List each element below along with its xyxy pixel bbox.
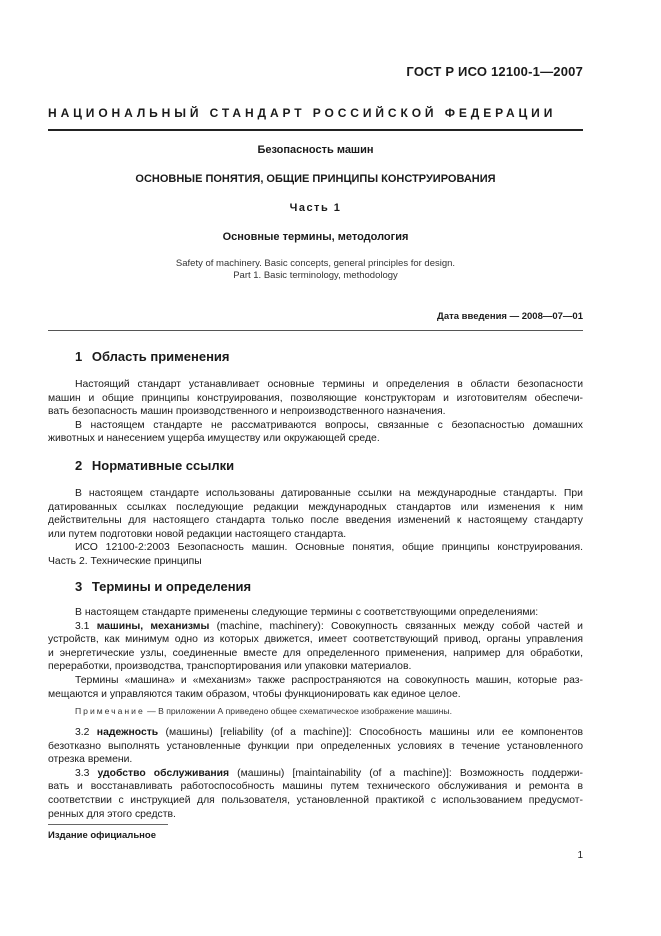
national-standard-banner: НАЦИОНАЛЬНЫЙ СТАНДАРТ РОССИЙСКОЙ ФЕДЕРАЦИИ	[48, 106, 557, 120]
section-1-body	[48, 378, 583, 446]
section-2-body	[48, 487, 583, 569]
date-rule	[48, 330, 583, 331]
term-number: 3.2	[75, 727, 90, 738]
section-3-terms	[48, 726, 583, 821]
term-definition: (машины) [reliability (of a machine)]: Способность машины или ее компонентов	[158, 727, 583, 738]
text-line: В настоящем стандарте использованы датированные ссылки на международные стандарты. При	[75, 488, 583, 499]
text-line: В настоящем стандарте применены следующие термины с соответствующими определениями:	[75, 607, 539, 618]
english-line-2: Part 1. Basic terminology, methodology	[233, 270, 398, 281]
text-line: отрезка времени.	[48, 754, 133, 766]
text-line: и энергетические узлы, соединенные вместе для определенного применения, например для обработки,	[48, 647, 583, 659]
term-name: машины, механизмы	[96, 620, 210, 632]
section-1-number: 1	[75, 349, 83, 364]
title-english	[48, 258, 583, 282]
text-line: ренных для этого средств.	[48, 808, 176, 820]
document-code: ГОСТ Р ИСО 12100-1—2007	[406, 64, 583, 79]
section-2-number: 2	[75, 458, 83, 473]
section-3-number: 3	[75, 579, 83, 594]
title-main: ОСНОВНЫЕ ПОНЯТИЯ, ОБЩИЕ ПРИНЦИПЫ КОНСТРУИРОВАНИЯ	[135, 173, 496, 185]
text-line: действительны для настоящего стандарта только после введения изменений к настоящему стандарту	[48, 515, 583, 527]
text-line: безотказно выполнять установленные функции при определенных условиях в течение установленного	[48, 740, 583, 752]
section-2-title: Нормативные ссылки	[91, 458, 235, 473]
term-name: удобство обслуживания	[97, 767, 230, 779]
section-1-title: Область применения	[91, 349, 230, 364]
title-safety: Безопасность машин	[257, 144, 374, 156]
text-line: Часть 2. Технические принципы	[48, 555, 202, 567]
text-line: Термины «машина» и «механизм» также распространяются на совокупность машин, которые раз-	[75, 674, 583, 686]
title-subtitle: Основные термины, методология	[222, 231, 409, 243]
term-3-1-line	[48, 620, 583, 634]
text-line: мещаются и управляются таким образом, чтобы функционировать как единое целое.	[48, 688, 461, 700]
text-line: Настоящий стандарт устанавливает основные термины и определения в области безопасности	[75, 379, 583, 390]
text-line: машин и общие принципы конструирования, позволяющие конструкторам и изготовителям обеспечи-	[48, 392, 583, 404]
text-line: устройств, как минимум одно из которых движется, имеет соответствующий привод, органы управления	[48, 634, 583, 646]
section-3-heading	[75, 579, 251, 594]
term-3-2-line	[48, 726, 583, 740]
text-line: В настоящем стандарте не рассматриваются вопросы, связанные с безопасностью домашних	[75, 419, 583, 431]
text-line: вать и восстанавливать работоспособность машины путем технического обслуживания и ремонта в	[48, 781, 583, 793]
term-definition: (machine, machinery): Совокупность связанных между собой частей и	[209, 620, 583, 632]
note	[75, 706, 452, 716]
text-line: датированных ссылках последующие редакции международных стандартов или изменения к ним	[48, 501, 583, 513]
note-label: Примечание	[75, 706, 145, 716]
term-number: 3.1	[75, 620, 90, 632]
footer-rule	[48, 824, 168, 825]
term-name: надежность	[96, 727, 159, 738]
section-1-heading	[75, 349, 230, 364]
introduction-date: Дата введения — 2008—07—01	[437, 311, 583, 322]
title-part: Часть 1	[289, 202, 342, 214]
header-rule	[48, 129, 583, 131]
section-3-body	[48, 606, 583, 701]
english-line-1: Safety of machinery. Basic concepts, general principles for design.	[175, 258, 456, 269]
term-number: 3.3	[75, 767, 90, 779]
text-line: вать безопасность машин производственного и непроизводственного назначения.	[48, 406, 446, 418]
text-line: переработки, производства, транспортирования или упаковки материалов.	[48, 661, 412, 673]
term-3-3-line	[48, 767, 583, 781]
text-line: животных и нанесением ущерба имуществу или окружающей среде.	[48, 433, 380, 445]
page-number: 1	[577, 850, 583, 861]
text-line: соответствии с инструкцией для пользователя, установленной практикой с использованием предусмот-	[48, 794, 583, 806]
official-edition-label: Издание официальное	[48, 830, 156, 841]
section-2-heading	[75, 458, 234, 473]
term-definition: (машины) [maintainability (of a machine)]: Возможность поддержи-	[229, 767, 584, 779]
note-text: — В приложении А приведено общее схематическое изображение машины.	[144, 706, 452, 716]
text-line: ИСО 12100-2:2003 Безопасность машин. Основные понятия, общие принципы конструирования.	[75, 542, 583, 554]
text-line: или путем подготовки новой редакции настоящего стандарта.	[48, 528, 347, 540]
section-3-title: Термины и определения	[91, 579, 252, 594]
